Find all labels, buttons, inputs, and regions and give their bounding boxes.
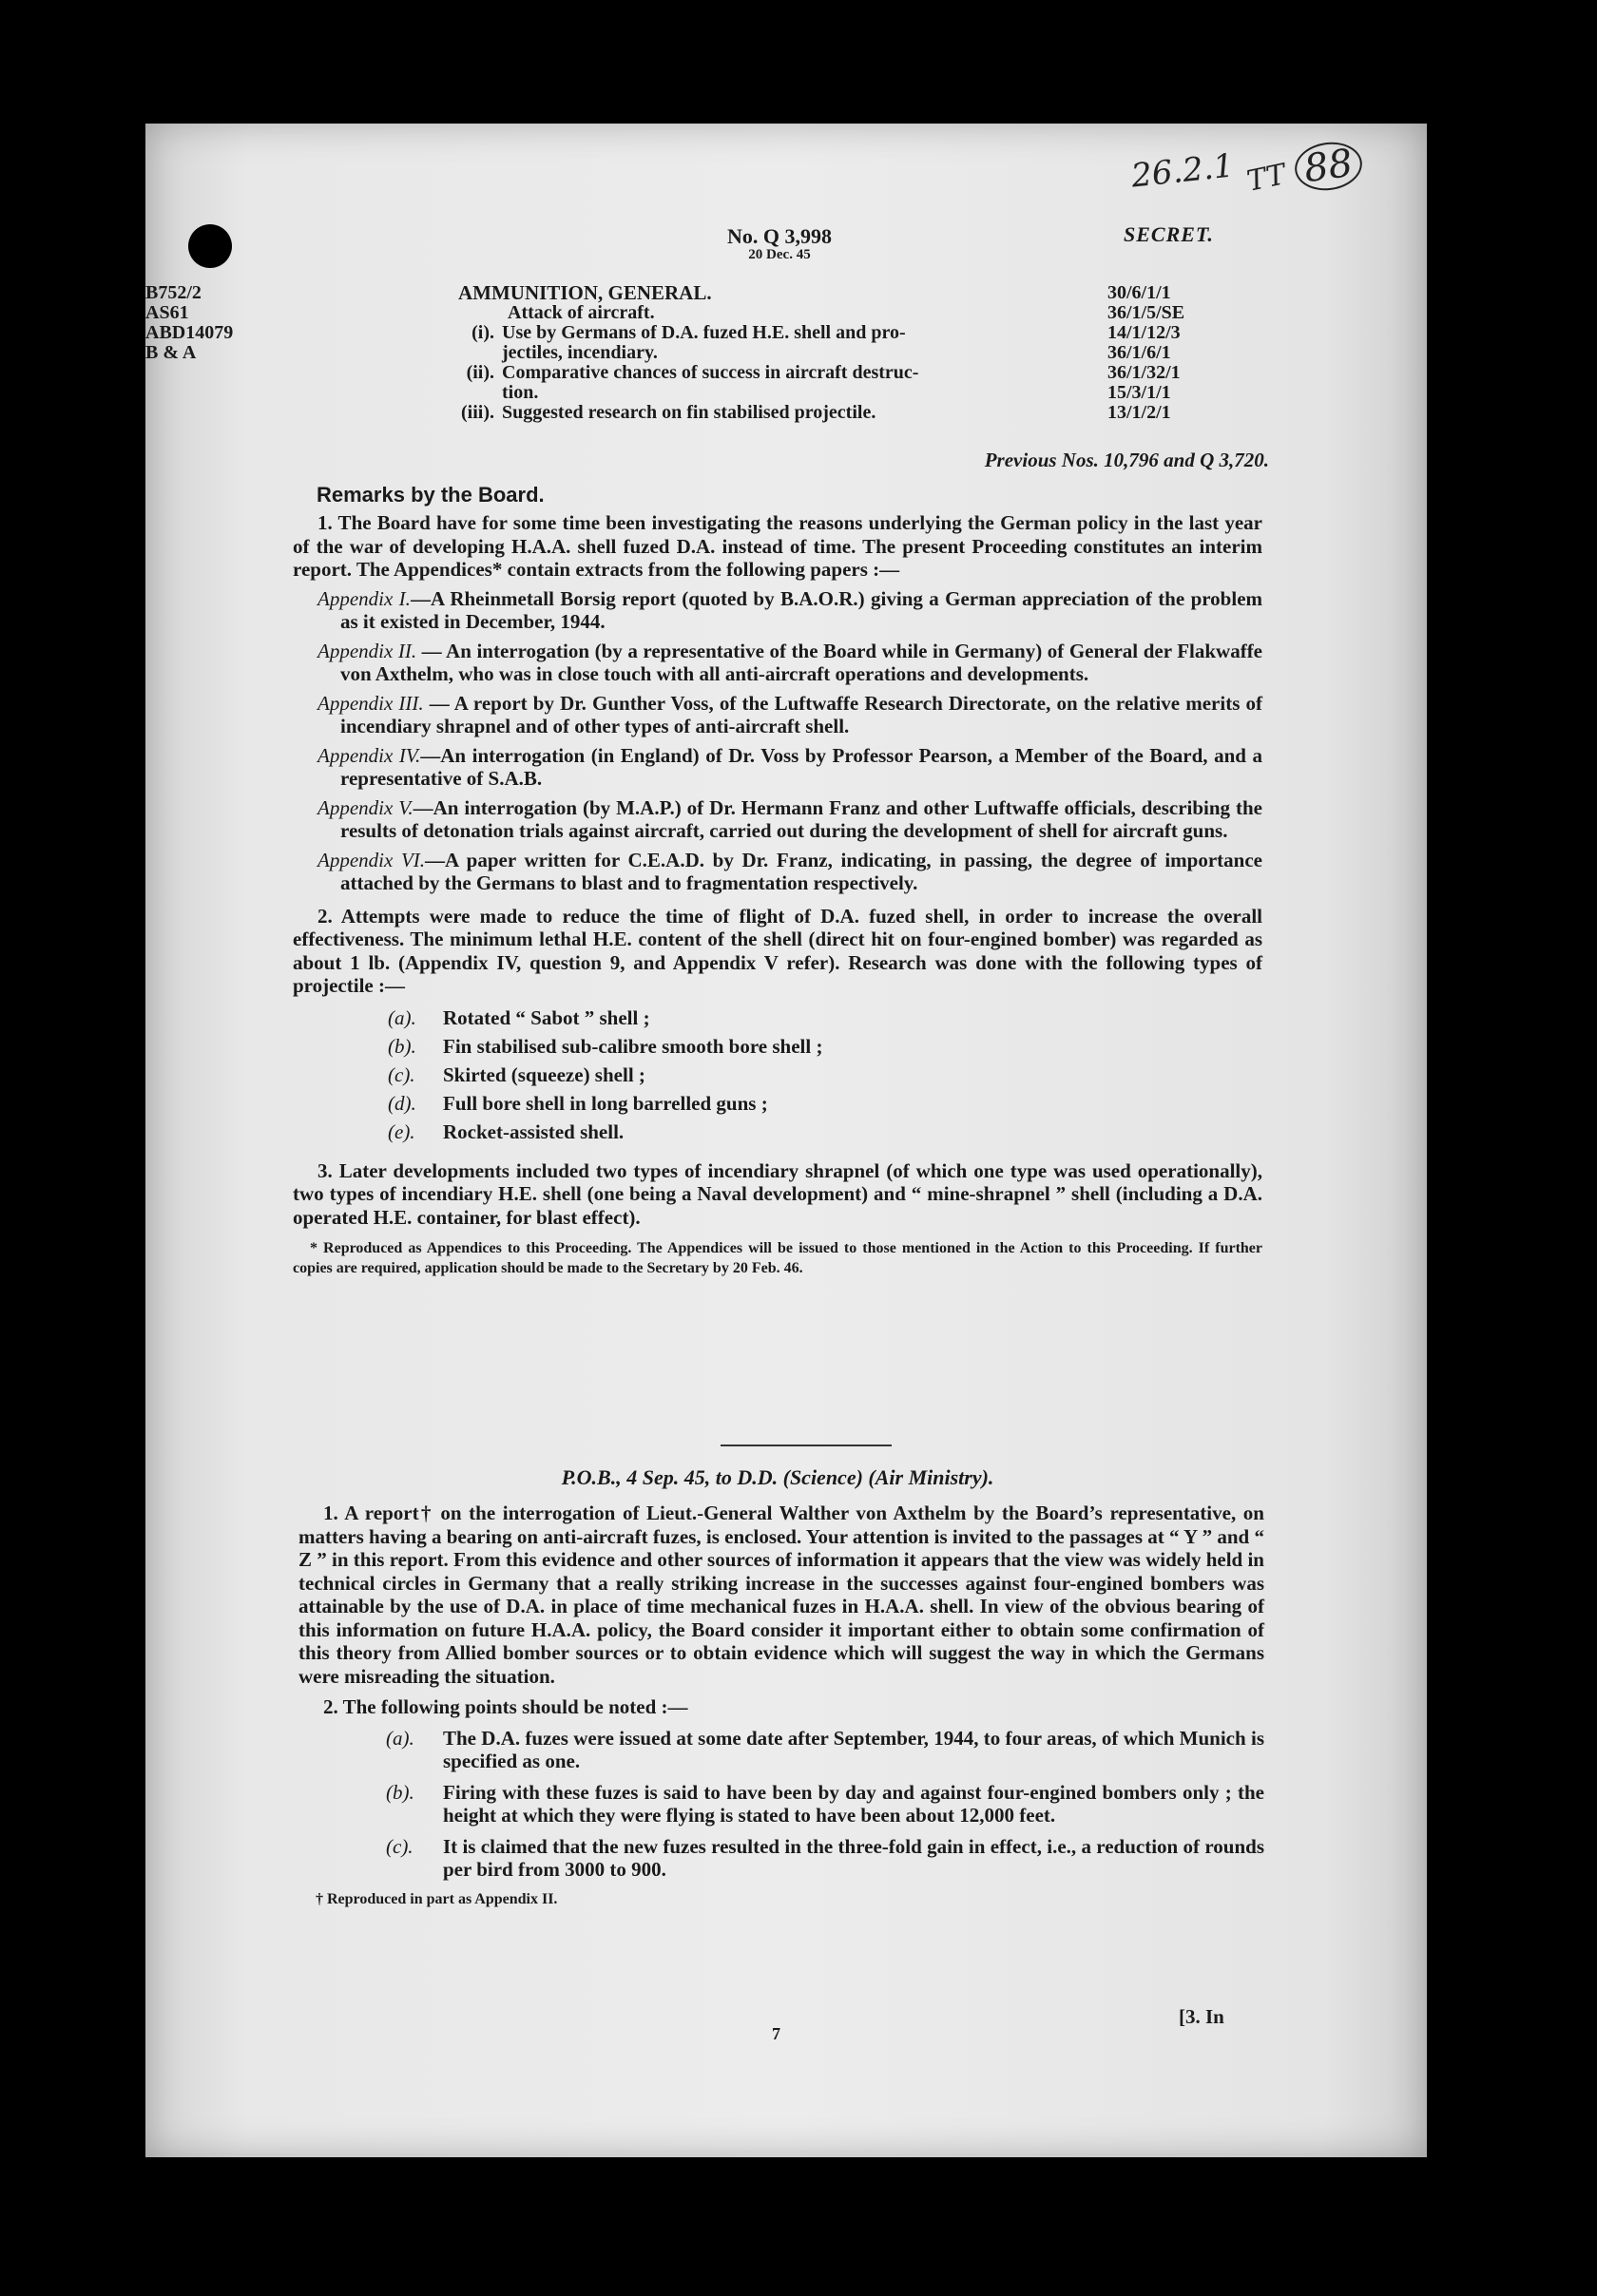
punch-hole bbox=[188, 224, 232, 268]
classification-marking: SECRET. bbox=[1124, 222, 1214, 246]
subject-item: (iii). Suggested research on fin stabilised projectile. bbox=[461, 402, 876, 423]
page-number: 7 bbox=[772, 2024, 780, 2043]
right-ref: 36/1/6/1 bbox=[1107, 342, 1171, 363]
left-ref: B & A bbox=[145, 342, 197, 363]
left-references bbox=[145, 283, 288, 363]
list-item: (d). Full bore shell in long barrelled guns ; bbox=[388, 1091, 768, 1115]
pob-body bbox=[298, 1502, 1264, 1909]
subject-item-cont: tion. bbox=[502, 382, 539, 403]
list-item: (b). Fin stabilised sub-calibre smooth bore shell ; bbox=[388, 1034, 823, 1058]
right-ref: 30/6/1/1 bbox=[1107, 282, 1171, 303]
section-divider bbox=[721, 1445, 892, 1446]
list-item: (a). Rotated “ Sabot ” shell ; bbox=[388, 1005, 650, 1029]
subject-item-cont: jectiles, incendiary. bbox=[502, 342, 658, 363]
list-item: (c). Skirted (squeeze) shell ; bbox=[388, 1062, 645, 1086]
handwritten-initials: TT bbox=[1243, 158, 1289, 199]
document-number: No. Q 3,998 bbox=[727, 224, 832, 248]
previous-numbers: Previous Nos. 10,796 and Q 3,720. bbox=[984, 449, 1269, 471]
projectile-list bbox=[293, 1004, 1262, 1146]
footnote-appendices: * Reproduced as Appendices to this Proceeding. The Appendices will be issued to those mentioned in the Action to this Proceeding. If further copies are required, application should be made to the Secretary by 20 Feb. 46. bbox=[293, 1240, 1262, 1276]
left-ref: AS61 bbox=[145, 302, 189, 323]
continuation-catchword: [3. In bbox=[1179, 2005, 1224, 2028]
right-ref: 36/1/5/SE bbox=[1107, 302, 1185, 323]
pob-paragraph-2: 2. The following points should be noted :— bbox=[323, 1695, 688, 1718]
left-ref: ABD14079 bbox=[145, 322, 234, 343]
right-references bbox=[1107, 283, 1269, 423]
appendix-entry: Appendix IV.—An interrogation (in England) of Dr. Voss by Professor Pearson, a Member of the Board, and a representative of S.A.B. bbox=[317, 743, 1263, 790]
document-date: 20 Dec. 45 bbox=[748, 247, 811, 262]
appendix-entry: Appendix VI.—A paper written for C.E.A.D. by Dr. Franz, indicating, in passing, the degree of importance attached by the Germans to blast and to fragmentation respectively. bbox=[317, 848, 1262, 894]
appendix-entry: Appendix II. — An interrogation (by a representative of the Board while in Germany) of General der Flakwaffe von Axthelm, who was in close touch with all anti-aircraft operations and developments. bbox=[317, 639, 1263, 685]
paragraph-2: 2. Attempts were made to reduce the time of flight of D.A. fuzed shell, in order to increase the overall effectiveness. The minimum lethal H.E. content of the shell (direct hit on four-engined bomber) was regarded as about 1 lb. (Appendix IV, question 9, and Appendix V refer). Research was done with the following types of projectile :— bbox=[293, 904, 1262, 997]
subject-item: (i). Use by Germans of D.A. fuzed H.E. shell and pro- bbox=[471, 322, 906, 343]
right-ref: 14/1/12/3 bbox=[1107, 322, 1181, 343]
handwritten-date: 26.2.1 bbox=[1129, 146, 1236, 196]
list-item: (a). The D.A. fuzes were issued at some date after September, 1944, to four areas, of which Munich is specified as one. bbox=[386, 1726, 1264, 1772]
right-ref: 13/1/2/1 bbox=[1107, 402, 1171, 423]
subject-block bbox=[458, 283, 1086, 423]
points-list bbox=[298, 1727, 1264, 1882]
appendix-entry: Appendix III. — A report by Dr. Gunther Voss, of the Luftwaffe Research Directorate, on the relative merits of incendiary shrapnel and of other types of anti-aircraft shell. bbox=[317, 691, 1262, 737]
right-ref: 15/3/1/1 bbox=[1107, 382, 1171, 403]
remarks-heading: Remarks by the Board. bbox=[317, 483, 545, 507]
appendix-list bbox=[293, 587, 1262, 895]
left-ref: B752/2 bbox=[145, 282, 202, 303]
right-ref: 36/1/32/1 bbox=[1107, 362, 1181, 383]
list-item: (e). Rocket-assisted shell. bbox=[388, 1119, 625, 1143]
appendix-entry: Appendix V.—An interrogation (by M.A.P.) of Dr. Hermann Franz and other Luftwaffe officials, describing the results of detonation trials against aircraft, carried out during the development of shell for aircraft guns. bbox=[317, 795, 1262, 842]
subject-title: AMMUNITION, GENERAL. bbox=[458, 281, 712, 304]
list-item: (c). It is claimed that the new fuzes resulted in the three-fold gain in effect, i.e., a reduction of rounds per bird from 3000 to 900. bbox=[386, 1834, 1264, 1881]
paragraph-3: 3. Later developments included two types of incendiary shrapnel (of which one type was used operationally), two types of incendiary H.E. shell (one being a Naval development) and “ mine-shrapnel ” shell (including a D.A. operated H.E. container, for blast effect). bbox=[293, 1158, 1262, 1229]
remarks-body bbox=[293, 511, 1262, 1278]
paragraph-1: 1. The Board have for some time been investigating the reasons underlying the German policy in the last year of the war of developing H.A.A. shell fuzed D.A. instead of time. The present Proceeding constitutes an interim report. The Appendices* contain extracts from the following papers :— bbox=[293, 511, 1262, 581]
pob-paragraph-1: 1. A report† on the interrogation of Lieut.-General Walther von Axthelm by the Board’s representative, on matters having a bearing on anti-aircraft fuzes, is enclosed. Your attention is invited to the passages at “ Y ” and “ Z ” in this report. From this evidence and other sources of information it appears that the view was widely held in technical circles in Germany that a really striking increase in the successes against four-engined bombers was attainable by the use of D.A. in place of time mechanical fuzes in H.A.A. shell. In view of the obvious bearing of this information on future H.A.A. policy, the Board consider it important either to obtain some confirmation of this theory from Allied bomber sources or to obtain evidence which will suggest the way in which the Germans were misreading the situation. bbox=[298, 1502, 1264, 1688]
pob-heading: P.O.B., 4 Sep. 45, to D.D. (Science) (Air Ministry). bbox=[561, 1465, 994, 1489]
appendix-entry: Appendix I.—A Rheinmetall Borsig report (quoted by B.A.O.R.) giving a German appreciation of the problem as it existed in December, 1944. bbox=[317, 586, 1263, 633]
list-item: (b). Firing with these fuzes is said to have been by day and against four-engined bombers only ; the height at which they were flying is stated to have been about 12,000 feet. bbox=[386, 1780, 1264, 1827]
subject-line: Attack of aircraft. bbox=[508, 302, 655, 323]
handwritten-circled-number: 88 bbox=[1292, 138, 1365, 194]
subject-item: (ii). Comparative chances of success in aircraft destruc- bbox=[466, 362, 919, 383]
footnote-appendix-ii: † Reproduced in part as Appendix II. bbox=[316, 1890, 558, 1907]
